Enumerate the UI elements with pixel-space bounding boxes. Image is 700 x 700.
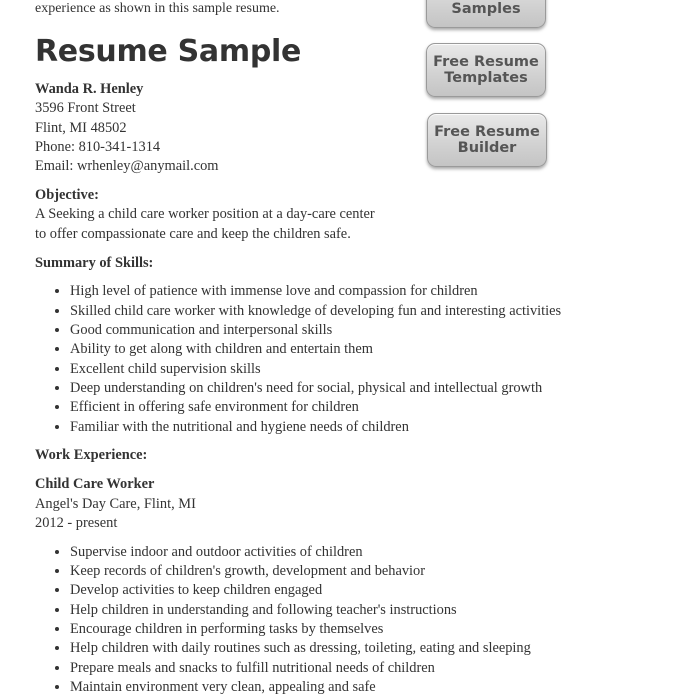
street-address: 3596 Front Street [35, 100, 136, 117]
templates-button-label-line-1: Free Resume [433, 54, 539, 70]
email-address: Email: wrhenley@anymail.com [35, 158, 219, 175]
phone-number: Phone: 810-341-1314 [35, 138, 161, 155]
list-item: • Keep records of children's growth, development and behavior [70, 562, 575, 581]
list-item: • Familiar with the nutritional and hygiene needs of children [70, 418, 575, 437]
list-item: • Help children in understanding and following teacher's instructions [70, 601, 575, 620]
list-item: • High level of patience with immense love and compassion for children [70, 282, 575, 301]
applicant-name: Wanda R. Henley [35, 81, 144, 97]
objective-line-2: to offer compassionate care and keep the children safe. [35, 225, 351, 242]
list-item: • Prepare meals and snacks to fulfill nutritional needs of children [70, 659, 575, 678]
employer: Angel's Day Care, Flint, MI [35, 495, 196, 512]
free-resume-builder-button[interactable] [427, 113, 547, 167]
list-item: • Maintain environment very clean, appealing and safe [70, 678, 575, 697]
experience-heading: Work Experience: [35, 447, 148, 464]
list-item: • Ability to get along with children and entertain them [70, 340, 575, 359]
duties-list [35, 543, 575, 697]
list-item: • Skilled child care worker with knowledge of developing fun and interesting activities [70, 302, 575, 321]
free-resume-templates-button[interactable] [426, 43, 546, 97]
list-item: • Deep understanding on children's need for social, physical and intellectual growth [70, 379, 575, 398]
resume-body [35, 80, 575, 697]
job-dates: 2012 - present [35, 514, 118, 531]
templates-button-label-line-2: Templates [444, 70, 528, 86]
list-item: • Good communication and interpersonal skills [70, 321, 575, 340]
city-address: Flint, MI 48502 [35, 119, 127, 136]
list-item: • Supervise indoor and outdoor activities of children [70, 543, 575, 562]
objective-line-1: A Seeking a child care worker position at a day-care center [35, 206, 375, 223]
resume-samples-button-label: Samples [451, 1, 521, 17]
list-item: • Help children with daily routines such as dressing, toileting, eating and sleeping [70, 639, 575, 658]
resume-samples-button[interactable] [426, 0, 546, 28]
builder-button-label-line-1: Free Resume [434, 124, 540, 140]
skills-list [35, 282, 575, 436]
builder-button-label-line-2: Builder [457, 140, 517, 156]
list-item: • Excellent child supervision skills [70, 360, 575, 379]
page-title: Resume Sample [35, 34, 302, 69]
skills-heading: Summary of Skills: [35, 254, 154, 271]
objective-heading: Objective: [35, 187, 99, 204]
intro-text: experience as shown in this sample resume. [35, 1, 280, 16]
job-title: Child Care Worker [35, 476, 155, 493]
list-item: • Develop activities to keep children engaged [70, 581, 575, 600]
list-item: • Efficient in offering safe environment for children [70, 398, 575, 417]
list-item: • Encourage children in performing tasks by themselves [70, 620, 575, 639]
